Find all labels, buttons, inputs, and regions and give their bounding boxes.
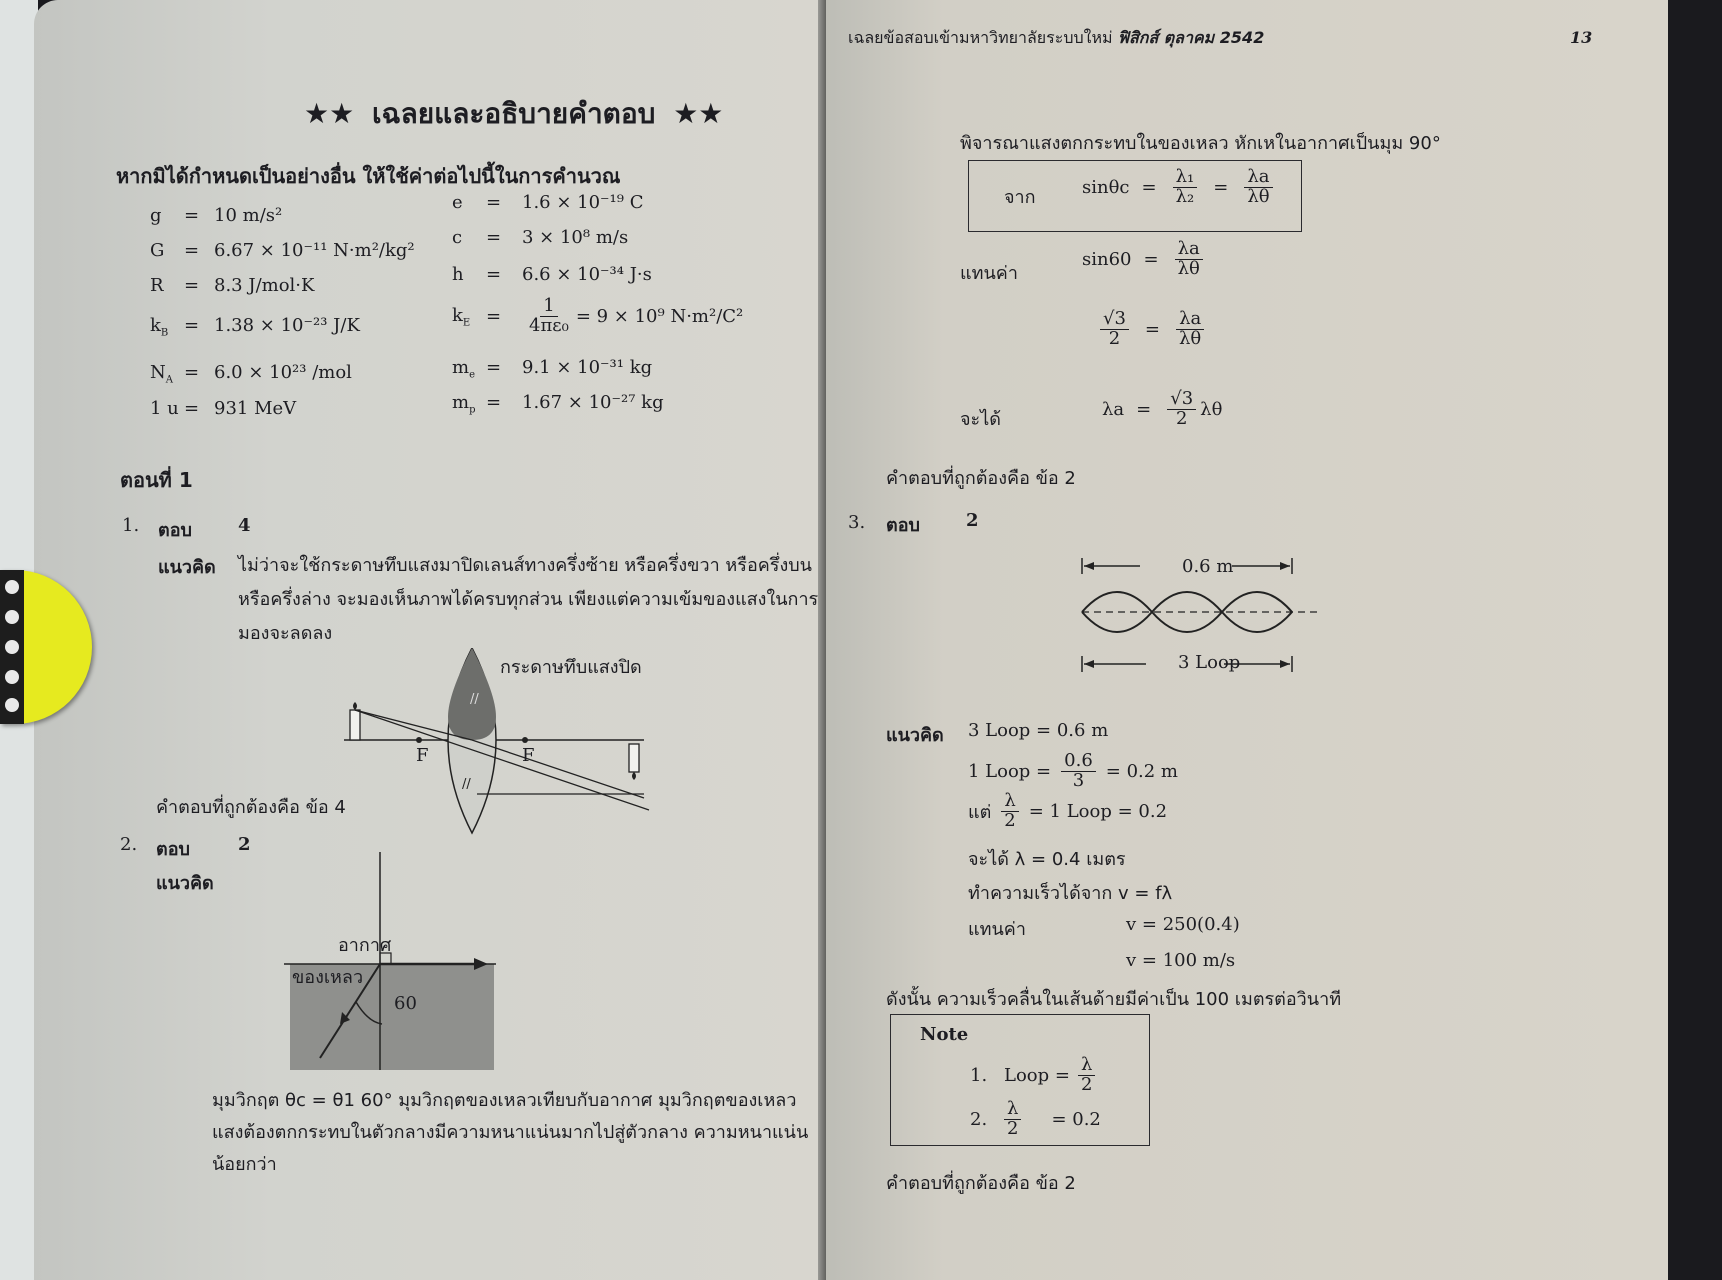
constant-row: $m_e = 9.1 \times 10^{-31}$ kg [452,357,653,381]
note-title: Note [920,1024,969,1045]
medium-liquid-label: ของเหลว [292,967,364,988]
constant-row: g = 10 m/s² [150,205,283,226]
star-icon: ★★ [304,97,355,130]
section-heading: ★★ เฉลยและอธิบายคำตอบ ★★ [304,97,724,130]
explanation-line: แสงต้องตกกระทบในตัวกลางมีความหนาแน่นมากไปสู่ตัวกลาง ความหนาแน่น [212,1122,809,1143]
answer-value: 4 [238,515,251,536]
right-page [826,0,1668,1280]
equation-line: $\frac{√3}{2}$ = $\frac{\lambda a}{\lambda\theta}$ [1096,310,1208,349]
substitute-label: แทนค่า [960,263,1018,284]
answer-conclusion: คำตอบที่ถูกต้องคือ ข้อ 4 [156,797,346,818]
angle-label: 60 [394,993,417,1014]
explanation-line: มองจะลดลง [238,623,333,644]
medium-air-label: อากาศ [338,935,392,956]
explanation-line: น้อยกว่า [212,1154,277,1175]
note-item: 1. Loop = $\frac{\lambda}{2}$ [970,1056,1103,1095]
focus-label: F [522,745,535,766]
equation-line: 1 Loop = $\frac{0.6}{3}$ = 0.2 m [968,750,1179,791]
running-header: เฉลยข้อสอบเข้ามหาวิทยาลัยระบบใหม่ ฟิสิกส์ ตุลาคม 2542 [848,28,1265,47]
concept-label: แนวคิด [156,873,214,894]
result-label: จะได้ [960,409,1001,430]
summary-line: ดังนั้น ความเร็วคลื่นในเส้นด้ายมีค่าเป็น 100 เมตรต่อวินาที [886,989,1342,1010]
question-number: 1. [122,515,140,536]
explanation-line: ไม่ว่าจะใช้กระดาษทึบแสงมาปิดเลนส์ทางครึ่งซ้าย หรือครึ่งขวา หรือครึ่งบน [238,555,812,576]
constant-row: $k_B = 1.38 \times 10^{-23}$ J/K [150,315,360,339]
answer-conclusion: คำตอบที่ถูกต้องคือ ข้อ 2 [886,1173,1076,1194]
star-icon: ★★ [673,97,724,130]
left-page [34,0,830,1280]
equation-line: แต่ $\frac{\lambda}{2}$ = 1 Loop = 0.2 [968,790,1168,831]
constant-row: $k_E$ = $\frac{1}{\text{4πε₀}}$ = 9 × 10⁹ N·m²/C² [452,295,744,336]
constant-row: $m_p = 1.67 \times 10^{-27}$ kg [452,392,664,416]
answer-value: 2 [966,510,979,531]
substitute-label: แทนค่า [968,919,1026,940]
concept-label: แนวคิด [158,557,216,578]
note-item: 2. $\frac{\lambda}{2}$ = 0.2 [970,1098,1101,1139]
equation-line: v = 250(0.4) [1126,914,1240,935]
focus-label: F [416,745,429,766]
answer-word: ตอบ [156,839,190,860]
from-label: จาก [1004,187,1036,208]
constant-row: R = 8.3 J/mol·K [150,275,315,296]
equation-line: ทำความเร็วได้จาก v = fλ [968,883,1173,904]
page-number: 13 [1570,28,1593,47]
answer-conclusion: คำตอบที่ถูกต้องคือ ข้อ 2 [886,468,1076,489]
answer-word: ตอบ [158,520,192,541]
question-number: 2. [120,834,138,855]
equation-line: sin60 = $\frac{\lambda a}{\lambda\theta}$ [1082,240,1207,279]
constant-row: h = 6.6 × 10⁻³⁴ J·s [452,264,652,285]
svg-text://: // [470,692,479,707]
constant-row: $N_A = 6.0 \times 10^{23}$ /mol [150,362,352,386]
lens-diagram [344,648,674,838]
constants-intro: หากมิได้กำหนดเป็นอย่างอื่น ให้ใช้ค่าต่อไปนี้ในการคำนวณ [116,164,621,188]
critical-angle-formula: sinθc = $\frac{\text{λ₁}}{\text{λ₂}}$ = $\frac{\lambda a}{\lambda\theta}$ [1082,168,1277,207]
concept-label: แนวคิด [886,725,944,746]
diagram-caption: กระดาษทึบแสงปิด [500,657,642,678]
dimension-label: 0.6 m [1182,556,1234,577]
equation-line: v = 100 m/s [1126,950,1236,971]
equation-line: 3 Loop = 0.6 m [968,720,1109,741]
equation-line: จะได้ λ = 0.4 เมตร [968,849,1126,870]
constant-row: e = 1.6 × 10⁻¹⁹ C [452,192,644,213]
explanation-line: มุมวิกฤต θc = θ1 60° มุมวิกฤตของเหลวเทียบกับอากาศ มุมวิกฤตของเหลว [212,1090,797,1111]
constant-row: 1 u = 931 MeV [150,398,297,419]
equation-line: λa = $\frac{√3}{2}$ λθ [1102,388,1223,429]
dimension-label: 3 Loop [1178,652,1241,673]
explanation-line: หรือครึ่งล่าง จะมองเห็นภาพได้ครบทุกส่วน เพียงแต่ความเข้มของแสงในการ [238,589,819,610]
constant-row: G = 6.67 × 10⁻¹¹ N·m²/kg² [150,240,415,261]
answer-value: 2 [238,834,251,855]
constant-row: c = 3 × 10⁸ m/s [452,227,629,248]
svg-text://: // [462,777,471,792]
part-label: ตอนที่ 1 [120,468,193,492]
question-number: 3. [848,512,866,533]
explanation-line: พิจารณาแสงตกกระทบในของเหลว หักเหในอากาศเป็นมุม 90° [960,133,1441,154]
answer-word: ตอบ [886,515,920,536]
